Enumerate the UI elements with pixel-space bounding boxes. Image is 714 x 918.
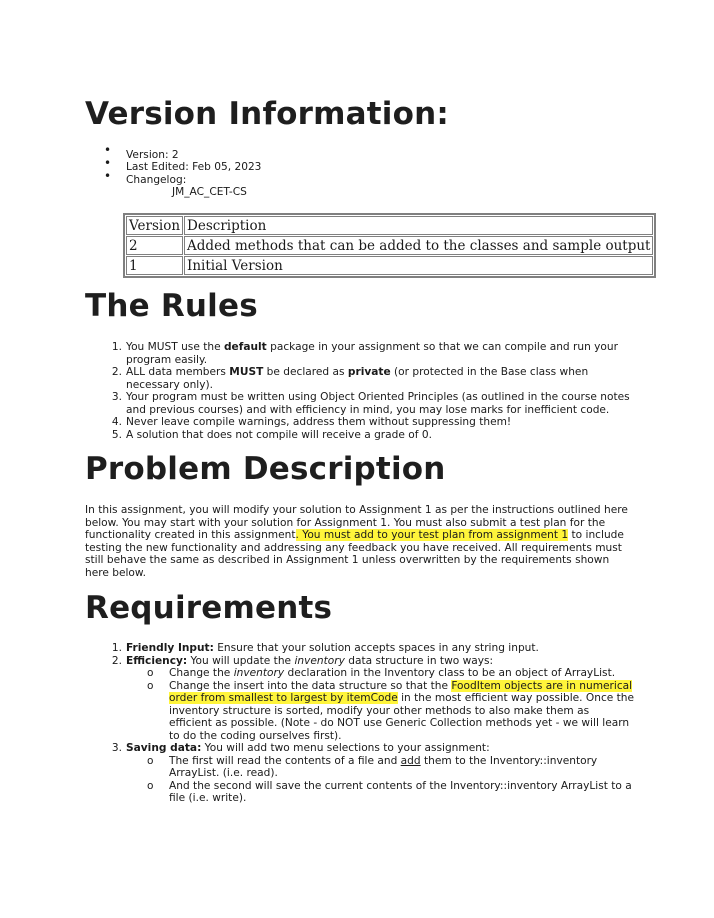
last-edited-item: Last Edited: Feb 05, 2023 — [126, 161, 262, 173]
rule-emphasis: private — [347, 366, 391, 378]
changelog-author: JM_AC_CET-CS — [172, 186, 247, 198]
sub-text: them to the Inventory::inventory — [420, 754, 598, 767]
sub-text: declaration in the Inventory class to be an object of ArrayList. — [284, 667, 616, 679]
paragraph-text: to include — [568, 529, 624, 541]
table-row — [126, 256, 653, 275]
list-number: 3. — [111, 742, 122, 754]
requirement-item — [111, 742, 646, 755]
requirement-text: Ensure that your solution accepts spaces in any string input. — [213, 642, 539, 654]
sub-item — [147, 679, 646, 743]
sub-bullet-icon: o — [147, 779, 154, 792]
paragraph-line: In this assignment, you will modify your solution to Assignment 1 as per the instructions outlined here — [85, 504, 628, 516]
requirements-list — [111, 642, 646, 805]
table-cell-version: 2 — [126, 236, 183, 255]
requirement-item — [111, 642, 646, 655]
sub-bullet-icon: o — [147, 679, 154, 692]
paragraph-text: functionality created in this assignment — [85, 529, 296, 541]
sub-text: to do the coding ourselves first). — [169, 729, 342, 742]
sub-item — [147, 779, 646, 805]
rule-emphasis: MUST — [229, 366, 264, 378]
highlighted-text: . You must add to your test plan from assignment 1 — [295, 529, 569, 541]
sub-text: ArrayList. (i.e. read). — [169, 767, 278, 779]
sub-bullet-icon: o — [147, 667, 154, 679]
list-number: 1. — [111, 642, 122, 654]
requirement-text: You will update the — [187, 654, 295, 667]
rule-text: and previous courses) and with efficiency in mind, you may lose marks for inefficient code. — [126, 403, 610, 416]
requirement-item — [111, 654, 646, 668]
table-header-description: Description — [184, 216, 653, 235]
sub-text: The first will read the contents of a file and — [169, 754, 401, 767]
sub-text: inventory structure is sorted, modify your other methods to also make them as — [169, 704, 590, 717]
list-number: 5. — [111, 428, 122, 441]
paragraph-line: still behave the same as described in Assignment 1 unless overwritten by the requirements shown — [85, 554, 610, 566]
rules-list — [111, 341, 646, 441]
sub-text: Change the insert into the data structure so that the — [169, 679, 452, 692]
requirement-text: You will add two menu selections to your assignment: — [201, 742, 490, 754]
rule-text: You MUST use the — [126, 341, 224, 353]
paragraph-line: testing the new functionality and addressing any feedback you have received. All requirements must — [85, 541, 622, 554]
sub-bullet-icon: o — [147, 754, 154, 767]
sub-text: file (i.e. write). — [169, 792, 247, 804]
problem-heading: Problem Description — [85, 451, 446, 487]
version-table — [123, 213, 656, 278]
requirement-text: data structure in two ways: — [344, 654, 494, 667]
list-number: 4. — [111, 416, 122, 428]
sub-item — [147, 667, 646, 680]
list-number: 2. — [111, 366, 122, 378]
rules-heading: The Rules — [85, 288, 258, 324]
changelog-item: Changelog: — [126, 174, 187, 186]
list-number: 2. — [111, 654, 122, 667]
paragraph-line: below. You may start with your solution for Assignment 1. You must also submit a test plan for the — [85, 516, 606, 529]
table-cell-description: Initial Version — [184, 256, 653, 275]
rule-text: (or protected in the Base class when — [390, 366, 589, 378]
table-cell-version: 1 — [126, 256, 183, 275]
rule-text: Never leave compile warnings, address them without suppressing them! — [126, 416, 512, 428]
paragraph-line — [85, 529, 665, 542]
problem-paragraph — [85, 504, 665, 579]
rule-emphasis: default — [223, 341, 267, 353]
requirement-emphasis: inventory — [294, 654, 345, 667]
rule-item — [111, 366, 646, 391]
requirement-label: Saving data: — [126, 742, 202, 754]
sub-item — [147, 754, 646, 780]
sub-text: efficient as possible. (Note - do NOT use Generic Collection methods yet - we will learn — [169, 717, 630, 729]
table-row — [126, 236, 653, 255]
rule-text: Your program must be written using Object Oriented Principles (as outlined in the course notes — [126, 391, 630, 403]
rule-text: be declared as — [263, 366, 348, 378]
sub-text: And the second will save the current contents of the Inventory::inventory ArrayList to a — [169, 779, 632, 792]
rule-text: necessary only). — [126, 378, 214, 391]
bullet-icon: • — [104, 143, 112, 157]
highlighted-text: order from smallest to largest by itemCode — [169, 692, 398, 704]
sub-text: in the most efficient way possible. Once the — [397, 692, 635, 704]
rule-item — [111, 391, 646, 416]
requirement-label: Efficiency: — [126, 654, 188, 667]
table-header-version: Version — [126, 216, 183, 235]
rule-text: program easily. — [126, 353, 208, 366]
highlighted-text: FoodItem objects are in numerical — [451, 679, 633, 692]
requirements-heading: Requirements — [85, 590, 333, 626]
table-cell-description: Added methods that can be added to the classes and sample output — [184, 236, 653, 255]
bullet-icon: • — [104, 169, 112, 183]
version-heading: Version Information: — [85, 96, 449, 132]
rule-item — [111, 341, 646, 366]
sub-text: Change the — [169, 667, 234, 679]
rule-item — [111, 416, 646, 429]
version-item: Version: 2 — [126, 149, 179, 161]
bullet-icon: • — [104, 156, 112, 170]
rule-text: A solution that does not compile will receive a grade of 0. — [126, 428, 432, 441]
rule-text: ALL data members — [126, 366, 230, 378]
rule-item — [111, 428, 646, 442]
rule-text: package in your assignment so that we can compile and run your — [266, 341, 618, 353]
table-header-row — [126, 216, 653, 235]
sub-underlined: add — [400, 754, 421, 767]
requirement-label: Friendly Input: — [126, 642, 214, 654]
sub-emphasis: inventory — [233, 667, 285, 679]
list-number: 3. — [111, 391, 122, 403]
paragraph-line: here below. — [85, 566, 146, 579]
list-number: 1. — [111, 341, 122, 353]
